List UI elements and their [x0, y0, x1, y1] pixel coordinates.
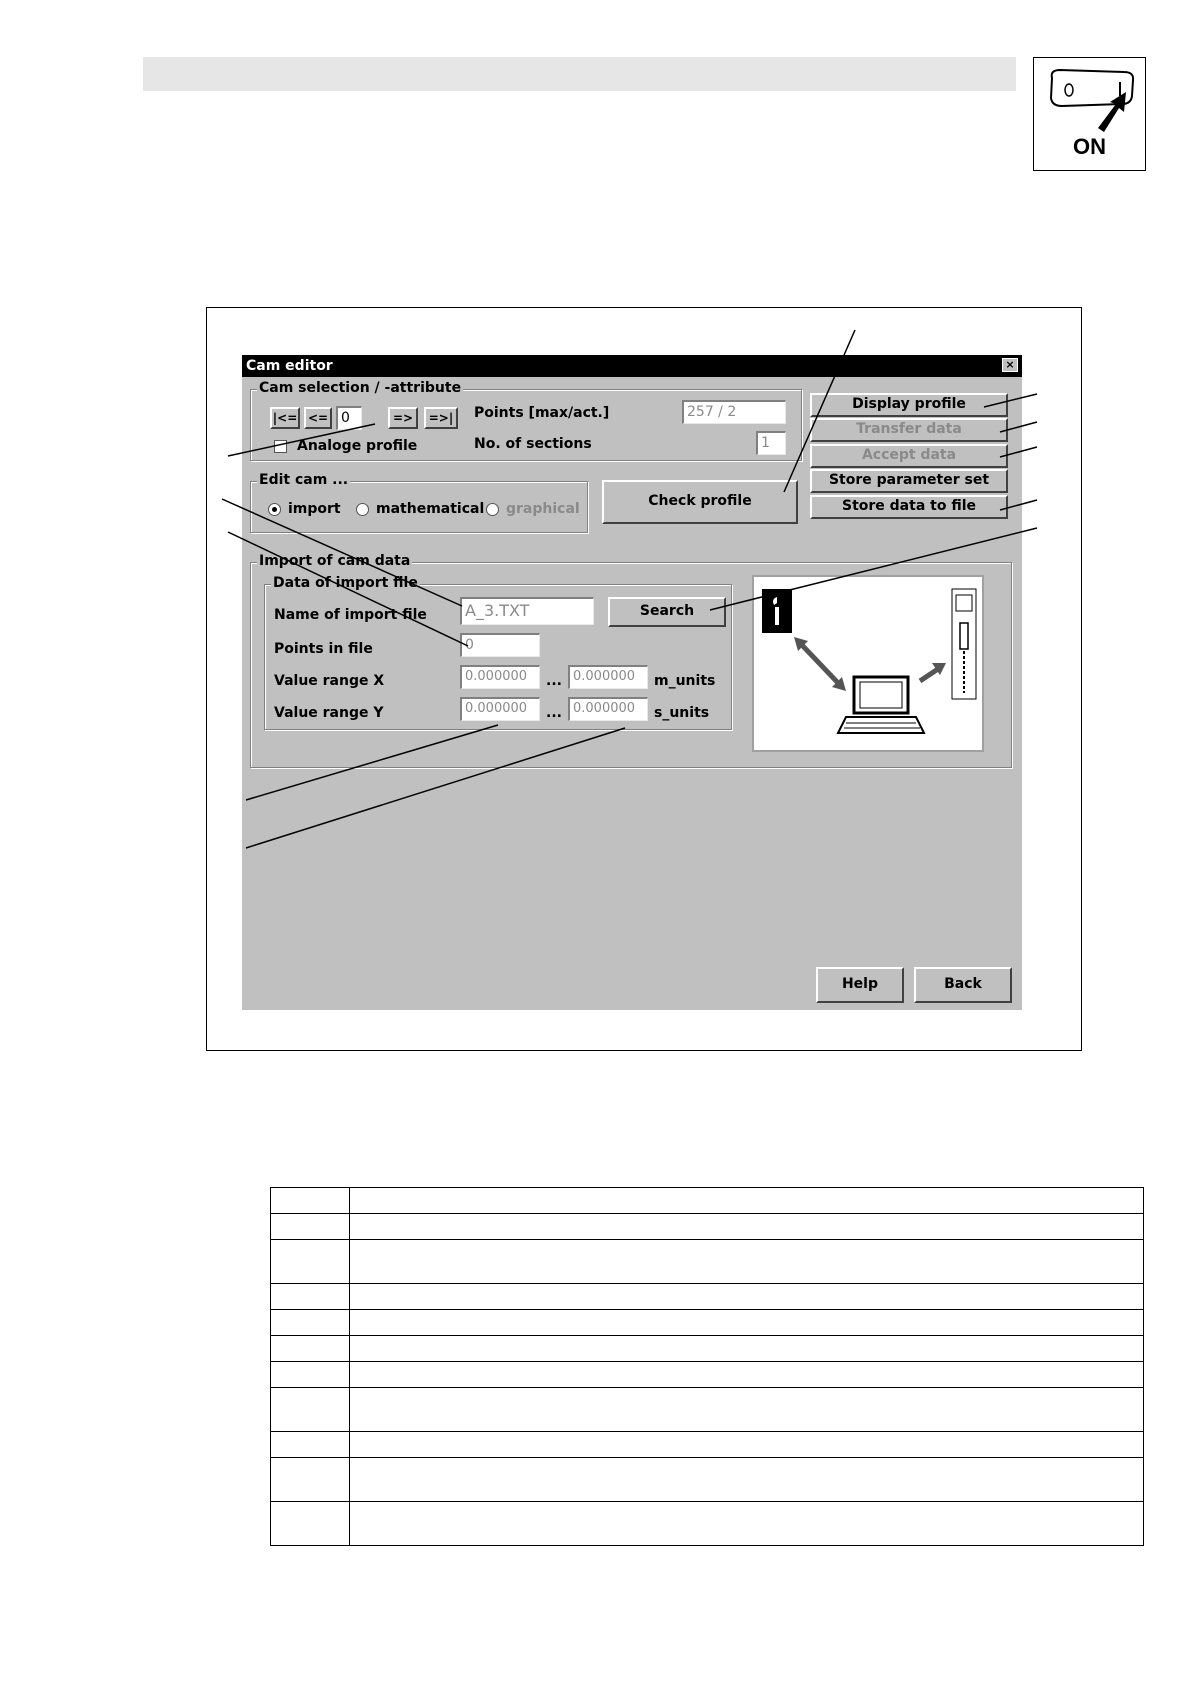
import-label: import: [288, 501, 341, 517]
import-file-name-label: Name of import file: [274, 607, 427, 623]
cam-number-field[interactable]: 0: [336, 406, 362, 430]
store-data-to-file-button[interactable]: Store data to file: [810, 495, 1008, 519]
legend-table-key-cell: [271, 1502, 350, 1546]
legend-table-row: [271, 1502, 1144, 1546]
accept-data-button[interactable]: Accept data: [810, 444, 1008, 468]
graphical-radio: [486, 503, 499, 516]
legend-table-description-cell: [350, 1240, 1144, 1284]
analoge-profile-checkbox[interactable]: [274, 440, 287, 453]
check-profile-button[interactable]: Check profile: [602, 480, 798, 524]
close-button[interactable]: [1002, 358, 1018, 372]
back-button[interactable]: Back: [914, 967, 1012, 1003]
on-label: ON: [1073, 134, 1106, 159]
legend-table-row: [271, 1362, 1144, 1388]
mathematical-label: mathematical: [376, 501, 485, 517]
legend-table-row: [271, 1336, 1144, 1362]
legend-table-description-cell: [350, 1336, 1144, 1362]
legend-table-key-cell: [271, 1284, 350, 1310]
next-cam-button[interactable]: =>: [388, 407, 418, 429]
legend-table-row: [271, 1432, 1144, 1458]
legend-table-row: [271, 1284, 1144, 1310]
legend-table-row: [271, 1188, 1144, 1214]
legend-table-row: [271, 1240, 1144, 1284]
legend-table-description-cell: [350, 1388, 1144, 1432]
points-max-act-label: Points [max/act.]: [474, 405, 610, 421]
value-range-y-label: Value range Y: [274, 705, 384, 721]
legend-table-description-cell: [350, 1188, 1144, 1214]
points-in-file-field: 0: [460, 633, 540, 657]
legend-table-key-cell: [271, 1388, 350, 1432]
search-button[interactable]: Search: [608, 597, 726, 627]
legend-table-key-cell: [271, 1336, 350, 1362]
cam-selection-legend: Cam selection / -attribute: [259, 380, 462, 396]
transfer-data-button[interactable]: Transfer data: [810, 418, 1008, 442]
previous-cam-button[interactable]: <=: [304, 407, 332, 429]
close-icon: ×: [1005, 358, 1015, 371]
header-bar: [143, 57, 1016, 91]
legend-table-row: [271, 1310, 1144, 1336]
import-radio[interactable]: [268, 503, 281, 516]
file-import-diagram-icon: [754, 577, 982, 750]
value-range-x-min-field: 0.000000: [460, 665, 540, 689]
store-parameter-set-button[interactable]: Store parameter set: [810, 469, 1008, 493]
legend-table-key-cell: [271, 1432, 350, 1458]
help-button[interactable]: Help: [816, 967, 904, 1003]
legend-table-key-cell: [271, 1240, 350, 1284]
dialog-title: Cam editor: [246, 358, 333, 374]
value-range-y-ellipsis: ...: [546, 705, 562, 721]
first-cam-button[interactable]: |<=: [270, 407, 300, 429]
import-illustration: [752, 575, 984, 752]
legend-table-description-cell: [350, 1458, 1144, 1502]
display-profile-button[interactable]: Display profile: [810, 393, 1008, 417]
points-in-file-label: Points in file: [274, 641, 373, 657]
points-max-act-field: 257 / 2: [682, 400, 786, 424]
value-range-x-ellipsis: ...: [546, 673, 562, 689]
edit-cam-legend: Edit cam ...: [259, 472, 349, 488]
legend-table-key-cell: [271, 1214, 350, 1240]
legend-table-key-cell: [271, 1362, 350, 1388]
title-bar: [242, 355, 1022, 377]
graphical-label: graphical: [506, 501, 580, 517]
legend-table-description-cell: [350, 1214, 1144, 1240]
analoge-profile-label: Analoge profile: [297, 438, 418, 454]
value-range-x-max-field: 0.000000: [568, 665, 648, 689]
legend-table-description-cell: [350, 1310, 1144, 1336]
mathematical-radio[interactable]: [356, 503, 369, 516]
value-range-x-unit: m_units: [654, 673, 716, 689]
legend-table-key-cell: [271, 1458, 350, 1502]
import-file-legend: Data of import file: [273, 575, 418, 591]
legend-table-row: [271, 1214, 1144, 1240]
legend-table-row: [271, 1388, 1144, 1432]
value-range-y-unit: s_units: [654, 705, 710, 721]
import-legend: Import of cam data: [259, 553, 411, 569]
legend-table-description-cell: [350, 1362, 1144, 1388]
value-range-x-label: Value range X: [274, 673, 385, 689]
import-file-name-field[interactable]: A_3.TXT: [460, 597, 594, 625]
legend-table-row: [271, 1458, 1144, 1502]
legend-table-key-cell: [271, 1188, 350, 1214]
legend-table-description-cell: [350, 1284, 1144, 1310]
sections-label: No. of sections: [474, 436, 592, 452]
rocker-switch-icon: [1034, 58, 1147, 133]
sections-field: 1: [756, 431, 786, 455]
value-range-y-max-field: 0.000000: [568, 697, 648, 721]
cam-editor-dialog: [242, 355, 1022, 1010]
last-cam-button[interactable]: =>|: [424, 407, 458, 429]
legend-table-description-cell: [350, 1432, 1144, 1458]
legend-table-description-cell: [350, 1502, 1144, 1546]
power-switch-pictogram: [1033, 57, 1146, 171]
legend-table-key-cell: [271, 1310, 350, 1336]
legend-table: [270, 1187, 1144, 1546]
value-range-y-min-field: 0.000000: [460, 697, 540, 721]
